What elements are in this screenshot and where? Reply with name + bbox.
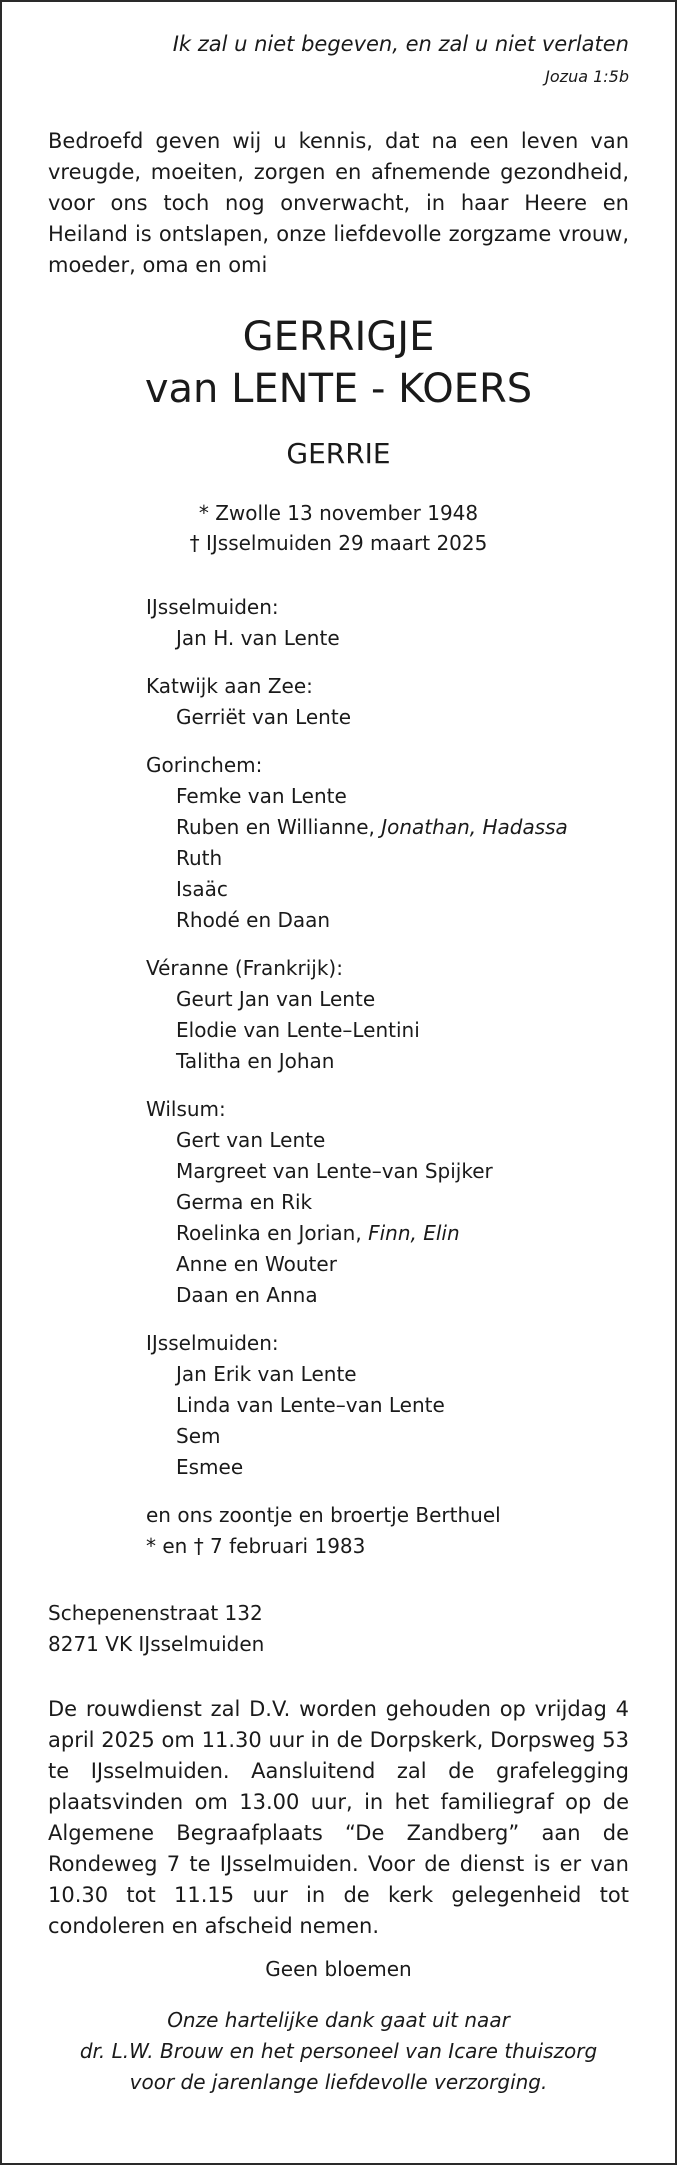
member-names: Isaäc [176,877,228,902]
member-names: Roelinka en Jorian, [176,1221,369,1246]
family-group [146,592,629,654]
deceased-name [48,311,629,415]
service-details: De rouwdienst zal D.V. worden gehouden op vrijdag 4 april 2025 om 11.30 uur in de Dorpskerk, Dorpsweg 53 te IJsselmuiden. Aansluitend zal de grafelegging plaatsvinden om 13.00 uur, in het familiegraf op de Algemene Begraafplaats “De Zandberg” aan de Rondeweg 7 te IJsselmuiden. Voor de dienst is er van 10.30 tot 11.15 uur in de kerk gelegenheid tot condoleren en afscheid nemen. [48,1697,629,1939]
thanks-note [48,2005,629,2098]
family-group [146,1094,629,1311]
family-member [146,1452,629,1483]
member-names: Ruben en Willianne, [176,815,382,840]
intro-text: Bedroefd geven wij u kennis, dat na een leven van vreugde, moeiten, zorgen en afnemende gezondheid, voor ons toch nog onverwacht, in haar Heere en Heiland is ontslapen, onze liefdevolle zorgzame vrouw, moeder, oma en omi [48,129,629,278]
family-group [146,671,629,733]
sibling-dates: * en † 7 februari 1983 [146,1534,366,1559]
family-member [146,843,629,874]
sibling-line: en ons zoontje en broertje Berthuel [146,1503,501,1528]
bible-quote: Ik zal u niet begeven, en zal u niet verlaten [172,32,629,56]
family-place: Véranne (Frankrijk): [146,956,343,981]
family-member [146,702,629,733]
member-grandchildren: Jonathan, Hadassa [381,815,568,840]
member-names: Ruth [176,846,223,871]
family-member [146,1015,629,1046]
address-street: Schepenenstraat 132 [48,1601,263,1626]
sibling-note [146,1500,629,1562]
member-names: Jan H. van Lente [176,626,340,651]
family-member [146,812,629,843]
family-member [146,1187,629,1218]
family-member [146,1359,629,1390]
family-place: Katwijk aan Zee: [146,674,313,699]
family-member [146,1280,629,1311]
member-names: Elodie van Lente–Lentini [176,1018,420,1043]
thanks-line-1: Onze hartelijke dank gaat uit naar [167,2008,510,2033]
family-member [146,1390,629,1421]
death-date: † IJsselmuiden 29 maart 2025 [189,531,488,556]
family-group [146,953,629,1077]
birth-date: * Zwolle 13 november 1948 [198,501,479,526]
address-city: 8271 VK IJsselmuiden [48,1632,265,1657]
deceased-nickname: GERRIE [286,437,391,471]
family-member [146,1421,629,1452]
member-names: Esmee [176,1455,244,1480]
member-names: Anne en Wouter [176,1252,337,1277]
family-place: IJsselmuiden: [146,1331,279,1356]
family-place: Wilsum: [146,1097,226,1122]
member-names: Geurt Jan van Lente [176,987,376,1012]
member-grandchildren: Finn, Elin [368,1221,460,1246]
family-group [146,1328,629,1483]
family-member [146,1218,629,1249]
member-names: Jan Erik van Lente [176,1362,357,1387]
family-place: Gorinchem: [146,753,263,778]
member-names: Linda van Lente–van Lente [176,1393,445,1418]
member-names: Gert van Lente [176,1128,326,1153]
family-member [146,905,629,936]
family-member [146,1156,629,1187]
family-member [146,1125,629,1156]
member-names: Germa en Rik [176,1190,313,1215]
thanks-line-3: voor de jarenlange liefdevolle verzorging. [129,2070,548,2095]
family-member [146,623,629,654]
family-list [146,592,629,1562]
deceased-first-names: GERRIGJE [242,314,435,361]
life-dates [48,498,629,558]
family-member [146,984,629,1015]
family-place: IJsselmuiden: [146,595,279,620]
family-member [146,1046,629,1077]
member-names: Gerriët van Lente [176,705,351,730]
member-names: Sem [176,1424,221,1449]
member-names: Daan en Anna [176,1283,318,1308]
thanks-line-2: dr. L.W. Brouw en het personeel van Icare thuiszorg [79,2039,598,2064]
member-names: Talitha en Johan [176,1049,335,1074]
no-flowers-note: Geen bloemen [265,1957,412,1982]
deceased-surname: van LENTE - KOERS [144,366,533,413]
bible-reference: Jozua 1:5b [545,67,629,87]
family-groups [146,592,629,1483]
family-member [146,874,629,905]
address [48,1598,629,1660]
family-member [146,781,629,812]
member-names: Margreet van Lente–van Spijker [176,1159,493,1184]
member-names: Rhodé en Daan [176,908,331,933]
family-group [146,750,629,936]
family-member [146,1249,629,1280]
member-names: Femke van Lente [176,784,347,809]
